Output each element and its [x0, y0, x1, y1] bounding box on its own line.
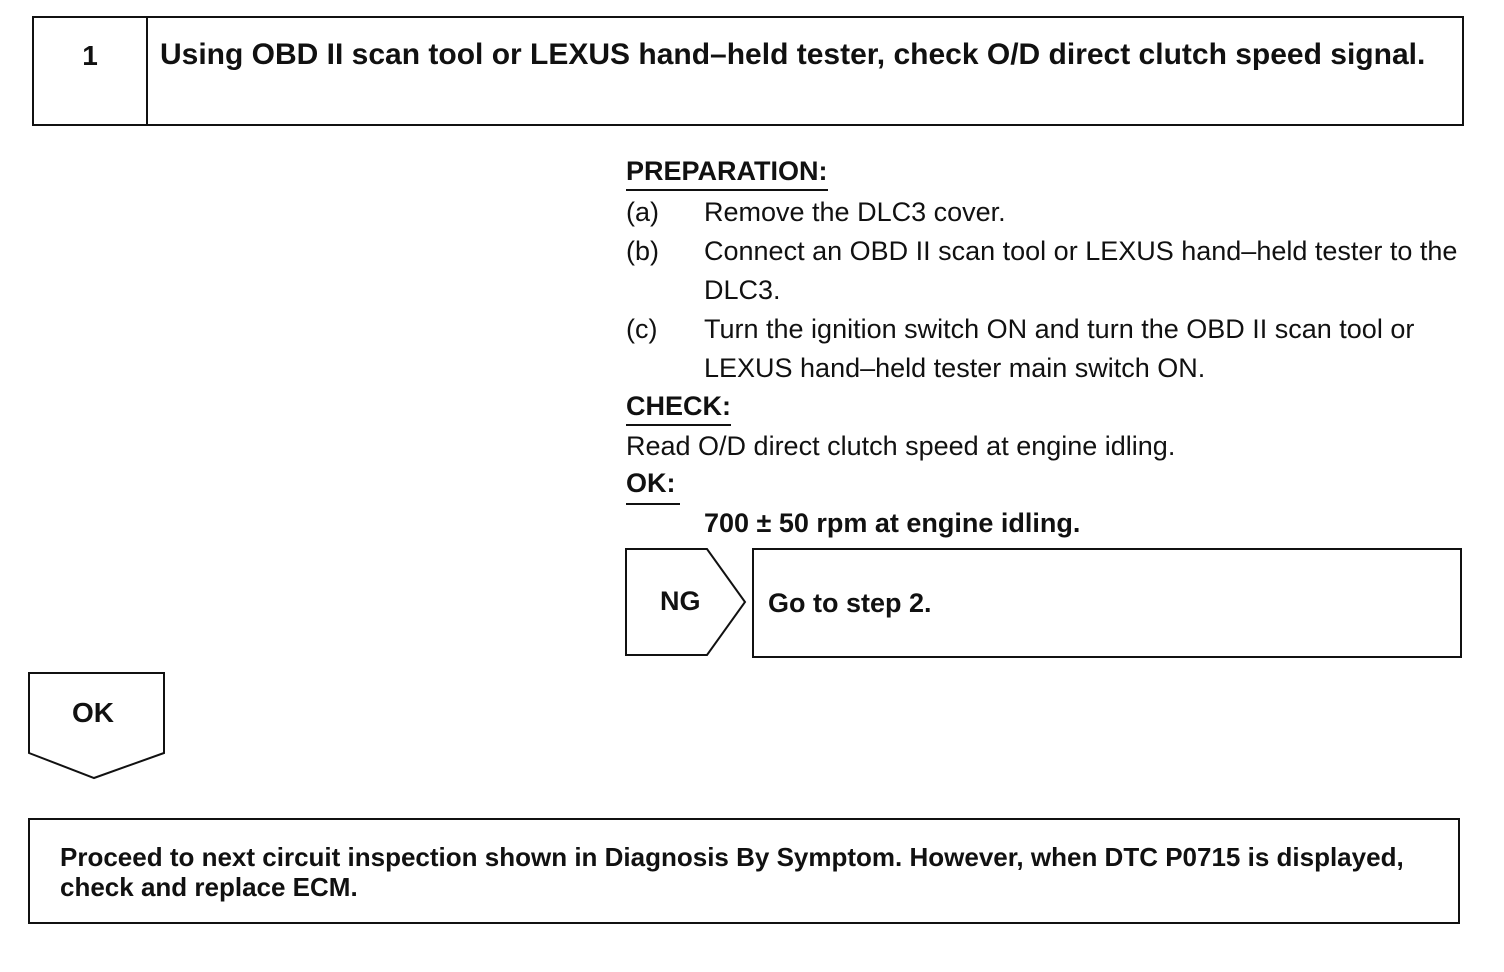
check-heading: CHECK: — [626, 391, 731, 426]
ok-spec-value: 700 ± 50 rpm at engine idling. — [704, 508, 1081, 538]
ok-branch-label: OK — [72, 697, 114, 728]
item-mark: (c) — [626, 314, 658, 344]
item-text: Connect an OBD II scan tool or LEXUS hand–held tester to the DLC3. — [704, 236, 1458, 305]
ng-action-text: Go to step 2. — [768, 588, 932, 618]
item-text: Remove the DLC3 cover. — [704, 197, 1006, 227]
step-header-box — [32, 16, 1464, 126]
check-text: Read O/D direct clutch speed at engine idling. — [626, 431, 1176, 461]
final-instruction-box — [28, 818, 1460, 924]
ng-label: NG — [660, 586, 701, 616]
item-text: Turn the ignition switch ON and turn the OBD II scan tool or LEXUS hand–held tester main switch ON. — [704, 314, 1415, 383]
ok-spec-heading: OK: — [626, 468, 680, 505]
step-title: Using OBD II scan tool or LEXUS hand–held tester, check O/D direct clutch speed signal. — [160, 38, 1426, 71]
ng-action-box — [752, 548, 1462, 658]
step-number: 1 — [34, 18, 148, 124]
item-mark: (b) — [626, 236, 659, 266]
item-mark: (a) — [626, 197, 659, 227]
preparation-heading: PREPARATION: — [626, 156, 828, 191]
final-instruction-text: Proceed to next circuit inspection shown in Diagnosis By Symptom. However, when DTC P0715 is displayed, check and replace ECM. — [60, 842, 1404, 902]
